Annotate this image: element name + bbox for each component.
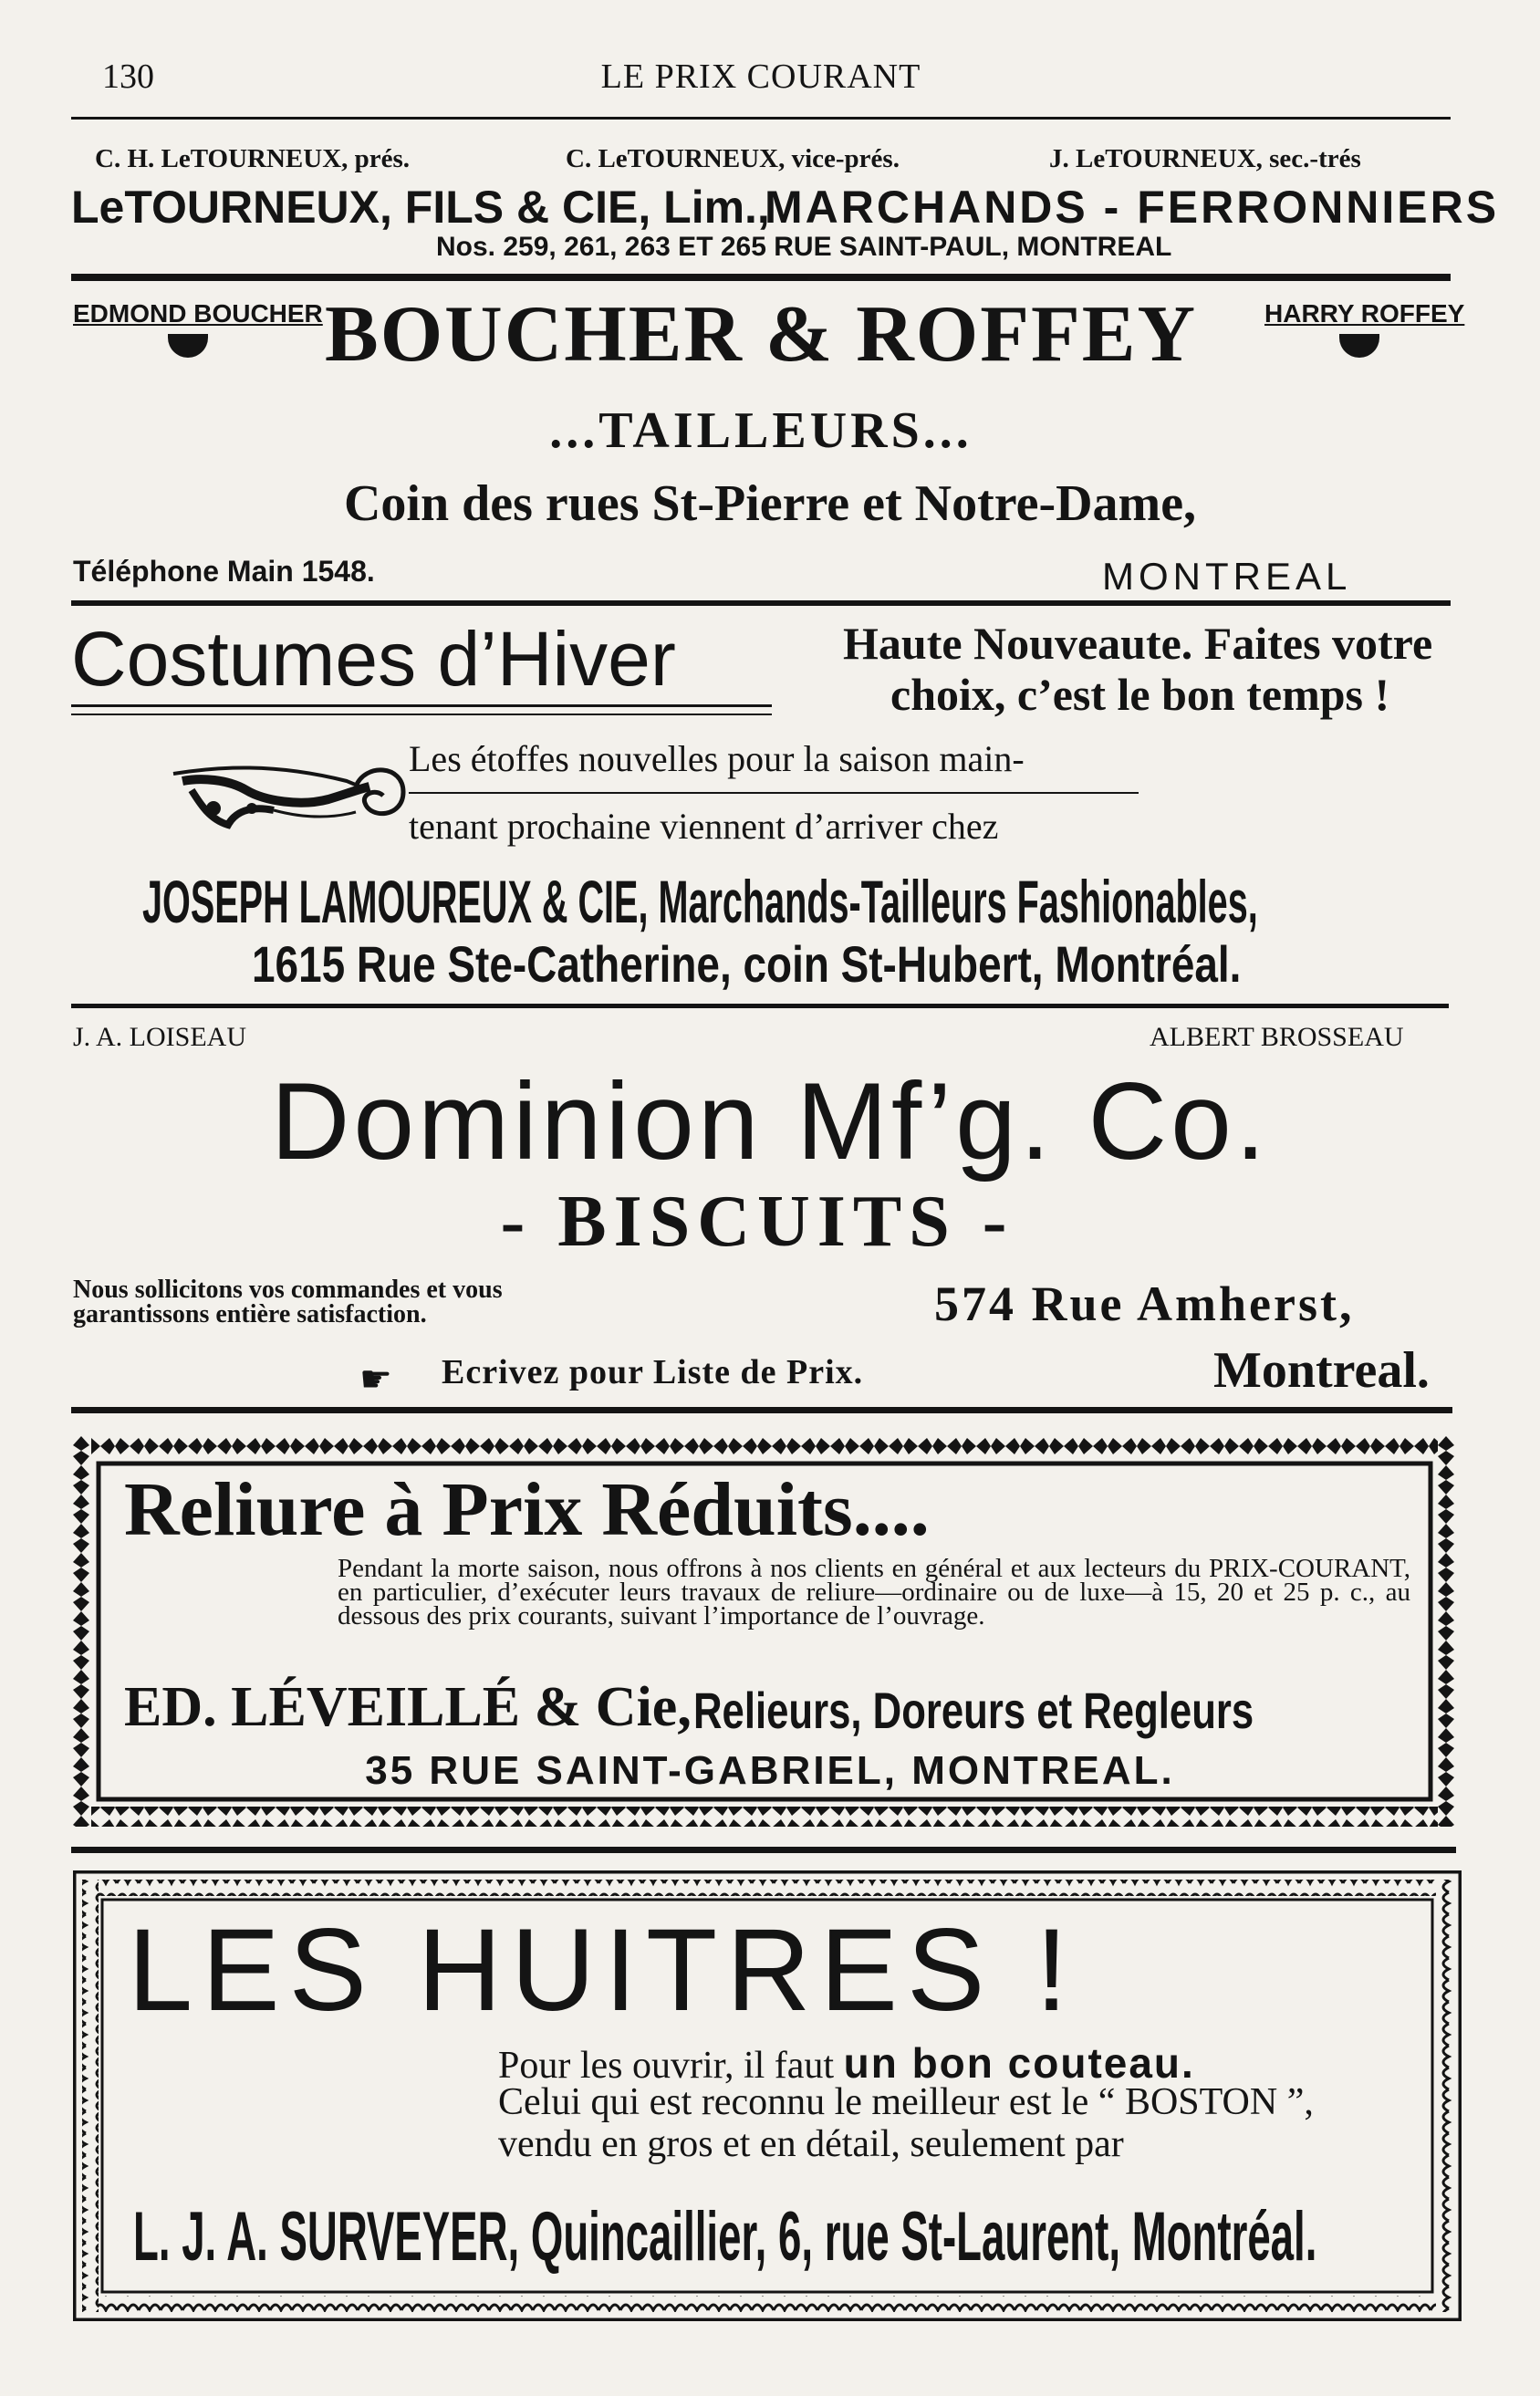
partner-right: ALBERT BROSSEAU <box>1150 1022 1404 1052</box>
header-rule <box>71 117 1451 120</box>
body-emphasis: un bon couteau. <box>843 2039 1195 2087</box>
ad-title: Reliure à Prix Réduits.... <box>124 1467 930 1552</box>
ad-title: Costumes d’Hiver <box>71 616 676 702</box>
title-underline <box>71 714 772 715</box>
firm-name: LeTOURNEUX, FILS & CIE, Lim., <box>71 182 770 233</box>
ad-body-line: vendu en gros et en détail, seulement par <box>498 2123 1124 2165</box>
officer-secretary: J. LeTOURNEUX, sec.-trés <box>1049 144 1361 173</box>
partner-right: HARRY ROFFEY <box>1264 299 1465 328</box>
divider-rule <box>71 600 1451 606</box>
pointing-hand-icon: ☛ <box>359 1359 392 1400</box>
firm-name: JOSEPH LAMOUREUX & CIE, Marchands-Tailleurs Fashionables, <box>142 868 1258 935</box>
divider-rule <box>71 274 1451 281</box>
officer-president: C. H. LeTOURNEUX, prés. <box>95 144 411 173</box>
ad-body-line: Les étoffes nouvelles pour la saison main- <box>409 738 1025 779</box>
flourish-ornament-icon <box>164 754 411 836</box>
partner-left: EDMOND BOUCHER <box>73 299 323 328</box>
firm-trade: MARCHANDS - FERRONNIERS <box>765 182 1500 233</box>
ad-title: Dominion Mf’g. Co. <box>270 1060 1270 1182</box>
divider-rule <box>71 1407 1452 1413</box>
ad-product: - BISCUITS - <box>500 1182 1015 1262</box>
firm-name: ED. LÉVEILLÉ & Cie, <box>124 1676 692 1738</box>
firm-address: 35 RUE SAINT-GABRIEL, MONTREAL. <box>365 1748 1175 1793</box>
body-text: Pour les ouvrir, il faut <box>498 2045 835 2087</box>
officer-vice-president: C. LeTOURNEUX, vice-prés. <box>566 144 900 173</box>
ad-city: Montreal. <box>1213 1342 1430 1399</box>
ad-small-print <box>73 1277 712 1327</box>
body-rule <box>409 792 1139 794</box>
ad-phone: Téléphone Main 1548. <box>73 555 375 588</box>
running-title: LE PRIX COURANT <box>600 57 921 96</box>
firm-address: Nos. 259, 261, 263 ET 265 RUE SAINT-PAUL, MONTREAL <box>436 232 1172 262</box>
divider-rule <box>71 1004 1449 1008</box>
ad-address: 574 Rue Amherst, <box>934 1276 1355 1331</box>
title-underline <box>71 704 772 707</box>
ad-title: LES HUITRES ! <box>128 1905 1077 2036</box>
divider-rule <box>71 1847 1456 1853</box>
ad-title: BOUCHER & ROFFEY <box>325 290 1197 379</box>
small-print-line: garantissons entière satisfaction. <box>73 1300 427 1328</box>
partner-left: J. A. LOISEAU <box>73 1022 247 1052</box>
firm-name: L. J. A. SURVEYER, Quincaillier, 6, rue St-Laurent, Montréal. <box>133 2198 1317 2276</box>
ad-address: Coin des rues St-Pierre et Notre-Dame, <box>343 475 1197 532</box>
firm-trade: Relieurs, Doreurs et Regleurs <box>693 1682 1254 1739</box>
ad-trade: ...TAILLEURS... <box>549 402 973 459</box>
ad-body: Pendant la morte saison, nous offrons à nos clients en général et aux lecteurs du PRIX-COURANT, en particulier, d’exécuter leurs travaux de reliure—ordinaire ou de luxe—à 15, 20 et 25 p. c., au dessous des prix courants, suivant l’importance de l’ouvrage. <box>338 1554 1410 1630</box>
ad-tagline: choix, c’est le bon temps ! <box>890 669 1390 720</box>
ad-city: MONTREAL <box>1102 555 1352 598</box>
firm-address: 1615 Rue Ste-Catherine, coin St-Hubert, Montréal. <box>252 935 1242 993</box>
ad-body-line: Celui qui est reconnu le meilleur est le “ BOSTON ”, <box>498 2081 1314 2123</box>
small-print-line: Nous sollicitons vos commandes et vous <box>73 1276 503 1304</box>
ad-price-list: Ecrivez pour Liste de Prix. <box>442 1353 864 1391</box>
ad-tagline: Haute Nouveaute. Faites votre <box>843 618 1433 669</box>
page-number: 130 <box>102 57 154 96</box>
ad-body-line: tenant prochaine viennent d’arriver chez <box>409 806 999 847</box>
